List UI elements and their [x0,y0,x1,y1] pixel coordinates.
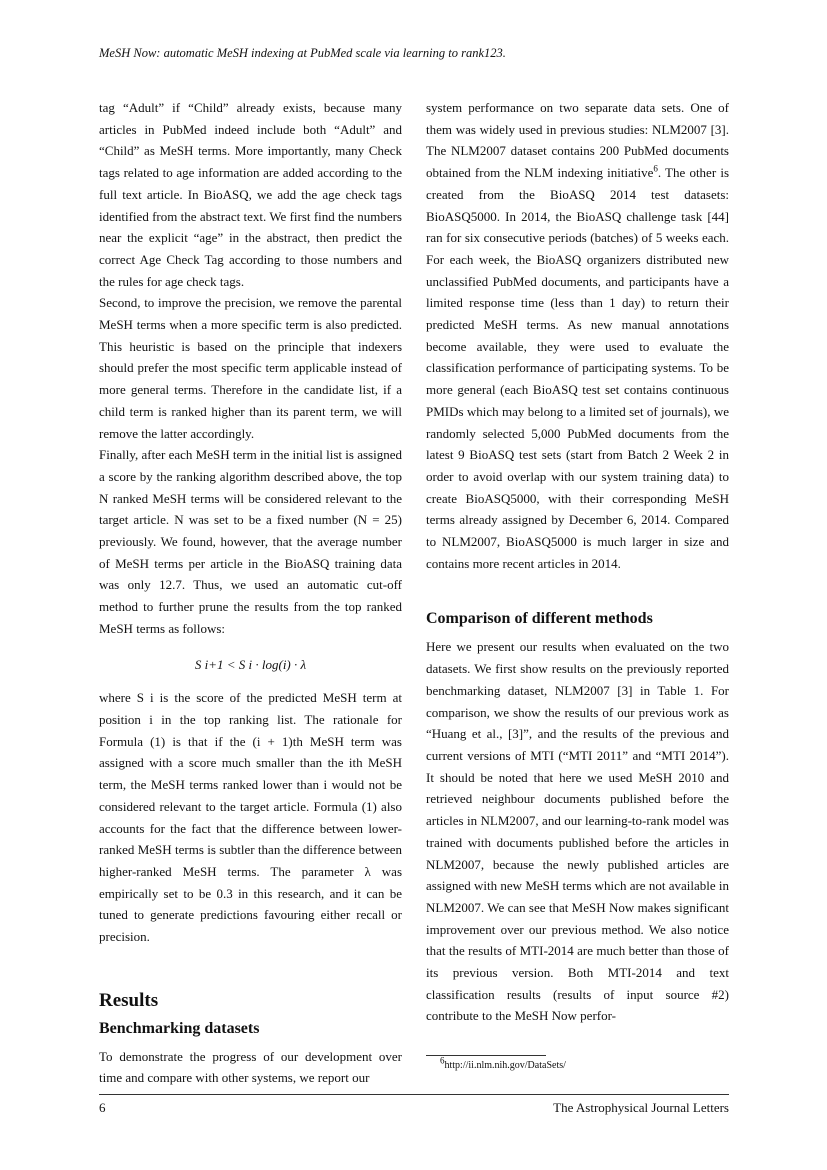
paragraph-text: . The other is created from the BioASQ 2014 test datasets: BioASQ5000. In 2014, the BioASQ challenge task [44] ran for six consecutive periods (batches) of 5 weeks each. For each week, the BioASQ organizers distributed new unclassified PubMed documents, and participants have a limited response time (less than 1 day) to return their predicted MeSH terms. As new manual annotations become available, they were used to evaluate the classification performance of participating systems. To be more general (each BioASQ test set contains continuous PMIDs which may belong to a limited set of journals), we randomly selected 5,000 PubMed documents from the latest 9 BioASQ test sets (start from Batch 2 Week 2 in order to avoid overlap with our system training data) to create BioASQ5000, with their corresponding MeSH terms already assigned by December 6, 2014. Compared to NLM2007, BioASQ5000 is much larger in size and contains more recent articles in 2014. [426,165,729,571]
subsection-heading-comparison: Comparison of different methods [426,610,653,628]
left-column [99,97,402,1089]
footnote [440,1055,566,1071]
paragraph [426,97,729,574]
paragraph: tag “Adult” if “Child” already exists, because many articles in PubMed indeed include both “Adult” and “Child” as MeSH terms. More importantly, many Check tags related to age information are added according to the full text article. In BioASQ, we add the age check tags identified from the abstract text. We first find the numbers near the explicit “age” in the abstract, then predict the correct Age Check Tag according to those numbers and the rules for age check tags. [99,100,402,289]
page-number: 6 [99,1100,106,1115]
paragraph: Second, to improve the precision, we remove the parental MeSH terms when a more specific term is also predicted. This heuristic is based on the principle that indexers should prefer the most specific term applicable instead of more general terms. Therefore in the candidate list, if a child term is ranked higher than its parent term, we will remove the latter accordingly. [99,295,402,441]
paragraph: where S i is the score of the predicted MeSH term at position i in the top ranking list. The rationale for Formula (1) is that if the (i + 1)th MeSH term was assigned with a score much smaller than the ith MeSH term, the MeSH terms ranked lower than i would not be considered relevant to the target article. Formula (1) also accounts for the fact that the difference between lower-ranked MeSH terms is subtler than the difference between higher-ranked MeSH terms. The parameter λ was empirically set to be 0.3 in this research, and it can be tuned to generate predictions favouring either recall or precision. [99,690,402,945]
journal-name: The Astrophysical Journal Letters [553,1100,729,1115]
paragraph-text: system performance on two separate data sets. One of them was widely used in previous studies: NLM2007 [3]. The NLM2007 dataset contains 200 PubMed documents obtained from the NLM indexing initiative [426,100,729,181]
paragraph: To demonstrate the progress of our development over time and compare with other systems, we report our [99,1048,402,1086]
section-heading-results: Results [99,989,159,1011]
footer-divider [99,1094,729,1095]
subsection-heading-benchmarking: Benchmarking datasets [99,1019,260,1037]
formula: S i+1 < S i · log(i) · λ [194,656,307,672]
right-column [426,97,729,1027]
footnote-number: 6 [440,1055,445,1066]
footnote-mark: 6 [653,163,658,174]
paragraph: Finally, after each MeSH term in the initial list is assigned a score by the ranking algorithm described above, the top N ranked MeSH terms will be considered relevant to the target article. N was set to be a fixed number (N = 25) previously. We found, however, that the average number of MeSH terms per article in the BioASQ training data was only 12.7. Thus, we used an automatic cut-off method to further prune the results from the top ranked MeSH terms as follows: [99,447,402,636]
paragraph: Here we present our results when evaluated on the two datasets. We first show results on the previously reported benchmarking dataset, NLM2007 [3] in Table 1. For comparison, we show the results of our previous work as “Huang et al., [3]”, and the results of the previous and current versions of MTI (“MTI 2011” and “MTI 2014”). It should be noted that here we used MeSH 2010 and retrieved neighbour documents published before the articles in NLM2007, and our learning-to-rank model was trained with documents published before the articles in NLM2007, because the newly published articles are assigned with new MeSH terms which are not available in NLM2007. We can see that MeSH Now makes significant improvement over our previous method. We also notice that the results of MTI-2014 are much better than those of its previous version. Both MTI-2014 and text classification results (results of input source #2) contribute to the MeSH Now perfor- [426,639,729,1024]
footnote-url: http://ii.nlm.nih.gov/DataSets/ [444,1060,566,1071]
running-title: MeSH Now: automatic MeSH indexing at PubMed scale via learning to rank123. [99,46,506,60]
